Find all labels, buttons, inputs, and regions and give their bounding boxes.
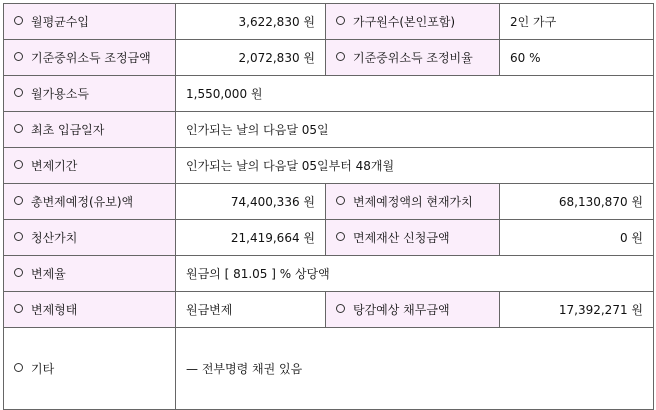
- row-type: [4, 292, 654, 328]
- circle-bullet-icon: [14, 124, 23, 133]
- label-household: 가구원수(본인포함): [326, 4, 500, 40]
- label-etc: 기타: [4, 328, 176, 410]
- row-adjustment: [4, 40, 654, 76]
- circle-bullet-icon: [336, 16, 345, 25]
- value-liquidation: 21,419,664 원: [176, 220, 326, 256]
- value-etc: — 전부명령 채권 있음: [176, 328, 654, 410]
- circle-bullet-icon: [14, 363, 23, 372]
- circle-bullet-icon: [14, 304, 23, 313]
- row-total-planned: [4, 184, 654, 220]
- row-etc: [4, 328, 654, 410]
- value-rate: 원금의 [ 81.05 ] % 상당액: [176, 256, 654, 292]
- value-period: 인가되는 날의 다음달 05일부터 48개월: [176, 148, 654, 184]
- label-exempt: 면제재산 신청금액: [326, 220, 500, 256]
- value-monthly-income: 3,622,830 원: [176, 4, 326, 40]
- label-adj-amount: 기준중위소득 조정금액: [4, 40, 176, 76]
- row-period: [4, 148, 654, 184]
- circle-bullet-icon: [336, 304, 345, 313]
- label-disposable: 월가용소득: [4, 76, 176, 112]
- label-period: 변제기간: [4, 148, 176, 184]
- label-rate: 변제율: [4, 256, 176, 292]
- value-household: 2인 가구: [500, 4, 654, 40]
- value-disposable: 1,550,000 원: [176, 76, 654, 112]
- circle-bullet-icon: [14, 88, 23, 97]
- value-total-planned: 74,400,336 원: [176, 184, 326, 220]
- circle-bullet-icon: [14, 16, 23, 25]
- circle-bullet-icon: [14, 196, 23, 205]
- circle-bullet-icon: [14, 160, 23, 169]
- label-type: 변제형태: [4, 292, 176, 328]
- label-monthly-income: 월평균수입: [4, 4, 176, 40]
- repayment-summary-table: [3, 3, 654, 410]
- circle-bullet-icon: [336, 232, 345, 241]
- circle-bullet-icon: [336, 196, 345, 205]
- row-monthly-income: [4, 4, 654, 40]
- value-adj-amount: 2,072,830 원: [176, 40, 326, 76]
- value-adj-ratio: 60 %: [500, 40, 654, 76]
- label-adj-ratio: 기준중위소득 조정비율: [326, 40, 500, 76]
- label-liquidation: 청산가치: [4, 220, 176, 256]
- row-first-payment: [4, 112, 654, 148]
- row-disposable: [4, 76, 654, 112]
- circle-bullet-icon: [14, 232, 23, 241]
- label-present-value: 변제예정액의 현재가치: [326, 184, 500, 220]
- circle-bullet-icon: [14, 52, 23, 61]
- circle-bullet-icon: [336, 52, 345, 61]
- row-rate: [4, 256, 654, 292]
- value-present-value: 68,130,870 원: [500, 184, 654, 220]
- value-type: 원금변제: [176, 292, 326, 328]
- value-first-payment: 인가되는 날의 다음달 05일: [176, 112, 654, 148]
- label-total-planned: 총변제예정(유보)액: [4, 184, 176, 220]
- circle-bullet-icon: [14, 268, 23, 277]
- label-expected-debt: 탕감예상 채무금액: [326, 292, 500, 328]
- row-liquidation: [4, 220, 654, 256]
- label-first-payment: 최초 입금일자: [4, 112, 176, 148]
- value-expected-debt: 17,392,271 원: [500, 292, 654, 328]
- value-exempt: 0 원: [500, 220, 654, 256]
